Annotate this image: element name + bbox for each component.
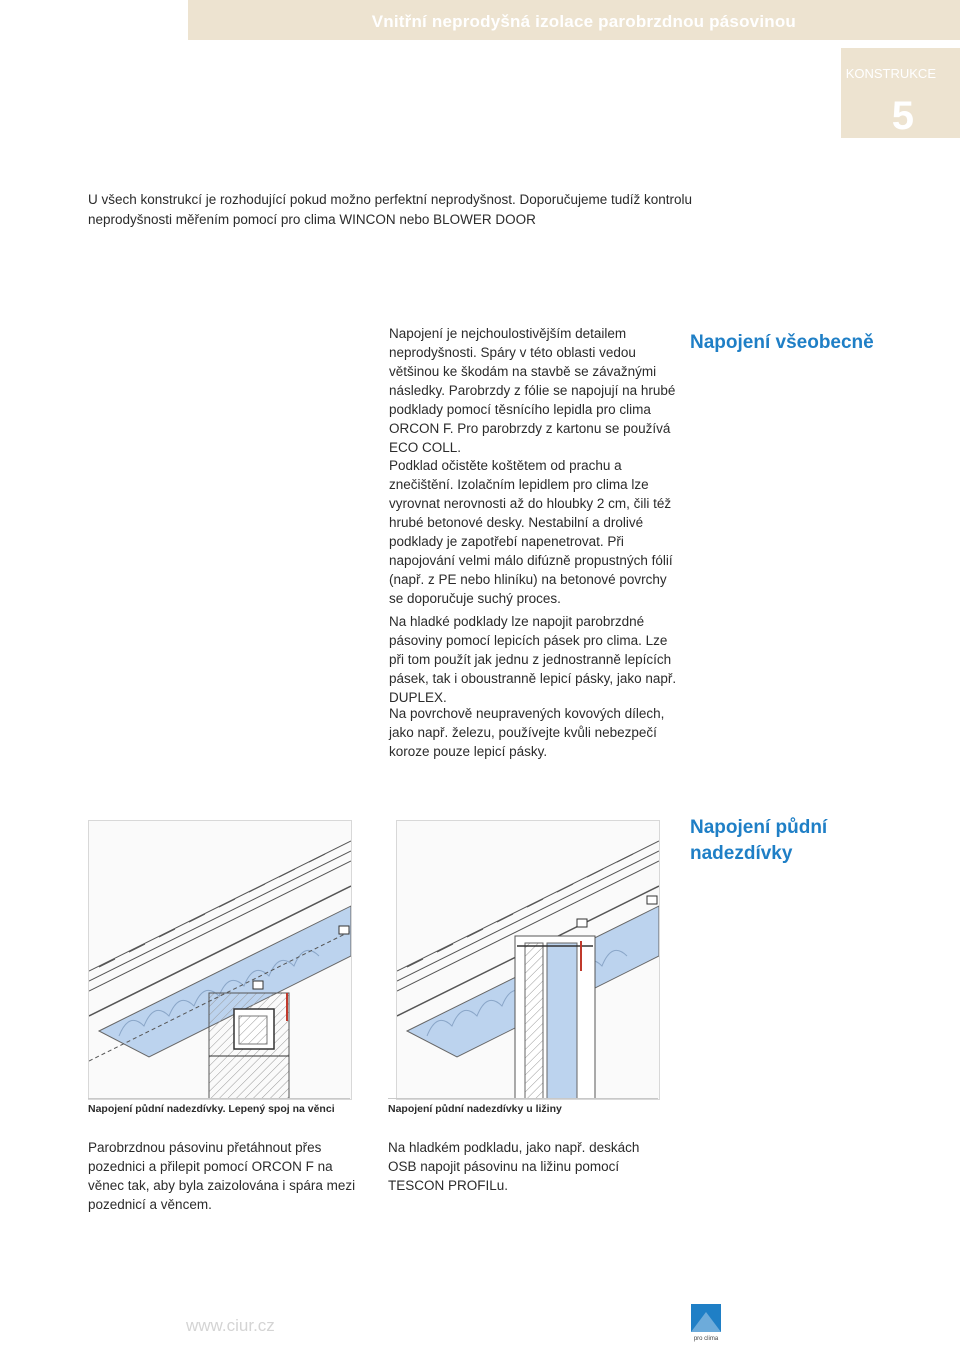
section-tab — [841, 48, 960, 138]
intro-text: U všech konstrukcí je rozhodující pokud možno perfektní neprodyšnost. Doporučujeme tudíž kontrolu neprodyšnosti měřením pomocí pro clima WINCON nebo BLOWER DOOR — [88, 192, 693, 227]
figure-purlin-joint — [396, 820, 660, 1100]
caption-rule-2 — [388, 1098, 658, 1099]
heading-general: Napojení všeobecně — [690, 332, 874, 353]
figure-2-caption: Napojení půdní nadezdívky u ližiny — [388, 1103, 562, 1115]
general-paragraph-2: Podklad očistěte koštětem od prachu a znečištění. Izolačním lepidlem pro clima lze vyrovnat nerovnosti až do hloubky 2 cm, čili též hrubé betonové desky. Nestabilní a drolivé podklady je zapotřebí napenetrovat. Při napojování velmi málo difúzně propustných fólií (např. z PE nebo hliníku) na betonové povrchy se doporučuje suchý proces. — [389, 458, 673, 606]
footer-url[interactable]: www.ciur.cz — [186, 1316, 275, 1335]
roof-section-drawing-2 — [397, 821, 659, 1099]
heading-attic-line2: nadezdívky — [690, 843, 793, 864]
caption-rule-1 — [88, 1098, 350, 1099]
figure-wallplate-joint — [88, 820, 352, 1100]
roof-section-drawing-1 — [89, 821, 351, 1099]
general-paragraph-4: Na povrchově neupravených kovových dílech, jako např. železu, používejte kvůli nebezpečí koroze pouze lepicí pásky. — [389, 706, 665, 759]
figure-2-description: Na hladkém podkladu, jako např. deskách OSB napojit pásovinu na ližinu pomocí TESCON PROFILu. — [388, 1140, 640, 1193]
page-title: Vnitřní neprodyšná izolace parobrzdnou pásovinou — [371, 12, 796, 31]
logo-text: pro clima — [693, 1336, 719, 1342]
pro-clima-logo — [689, 1302, 723, 1342]
heading-attic-line1: Napojení půdní — [690, 817, 828, 838]
purlin-post — [525, 943, 543, 1099]
heading-attic — [690, 815, 827, 867]
section-label: KONSTRUKCE — [845, 66, 936, 81]
general-paragraph-1: Napojení je nejchoulostivějším detailem neprodyšnosti. Spáry v této oblasti vedou většinou ke škodám na stavbě se závažnými následky. Parobrzdy z fólie se napojují na hrubé podklady pomocí těsnícího lepidla pro clima ORCON F. Pro parobrzdy z kartonu se používá ECO COLL. — [389, 326, 676, 455]
general-paragraph-3: Na hladké podklady lze napojit parobrzdné pásoviny pomocí lepicích pásek pro clima. Lze při tom použít jak jednu z jednostranně lepících pásek, tak i oboustranně lepicí pásky, jako např. DUPLEX. — [389, 614, 677, 705]
header-band — [188, 0, 960, 40]
figure-1-caption: Napojení půdní nadezdívky. Lepený spoj na věnci — [88, 1103, 335, 1115]
figure-1-description: Parobrzdnou pásovinu přetáhnout přes pozednici a přilepit pomocí ORCON F na věnec tak, aby byla zaizolována i spára mezi pozednicí a věncem. — [88, 1140, 356, 1212]
section-number: 5 — [891, 94, 914, 138]
